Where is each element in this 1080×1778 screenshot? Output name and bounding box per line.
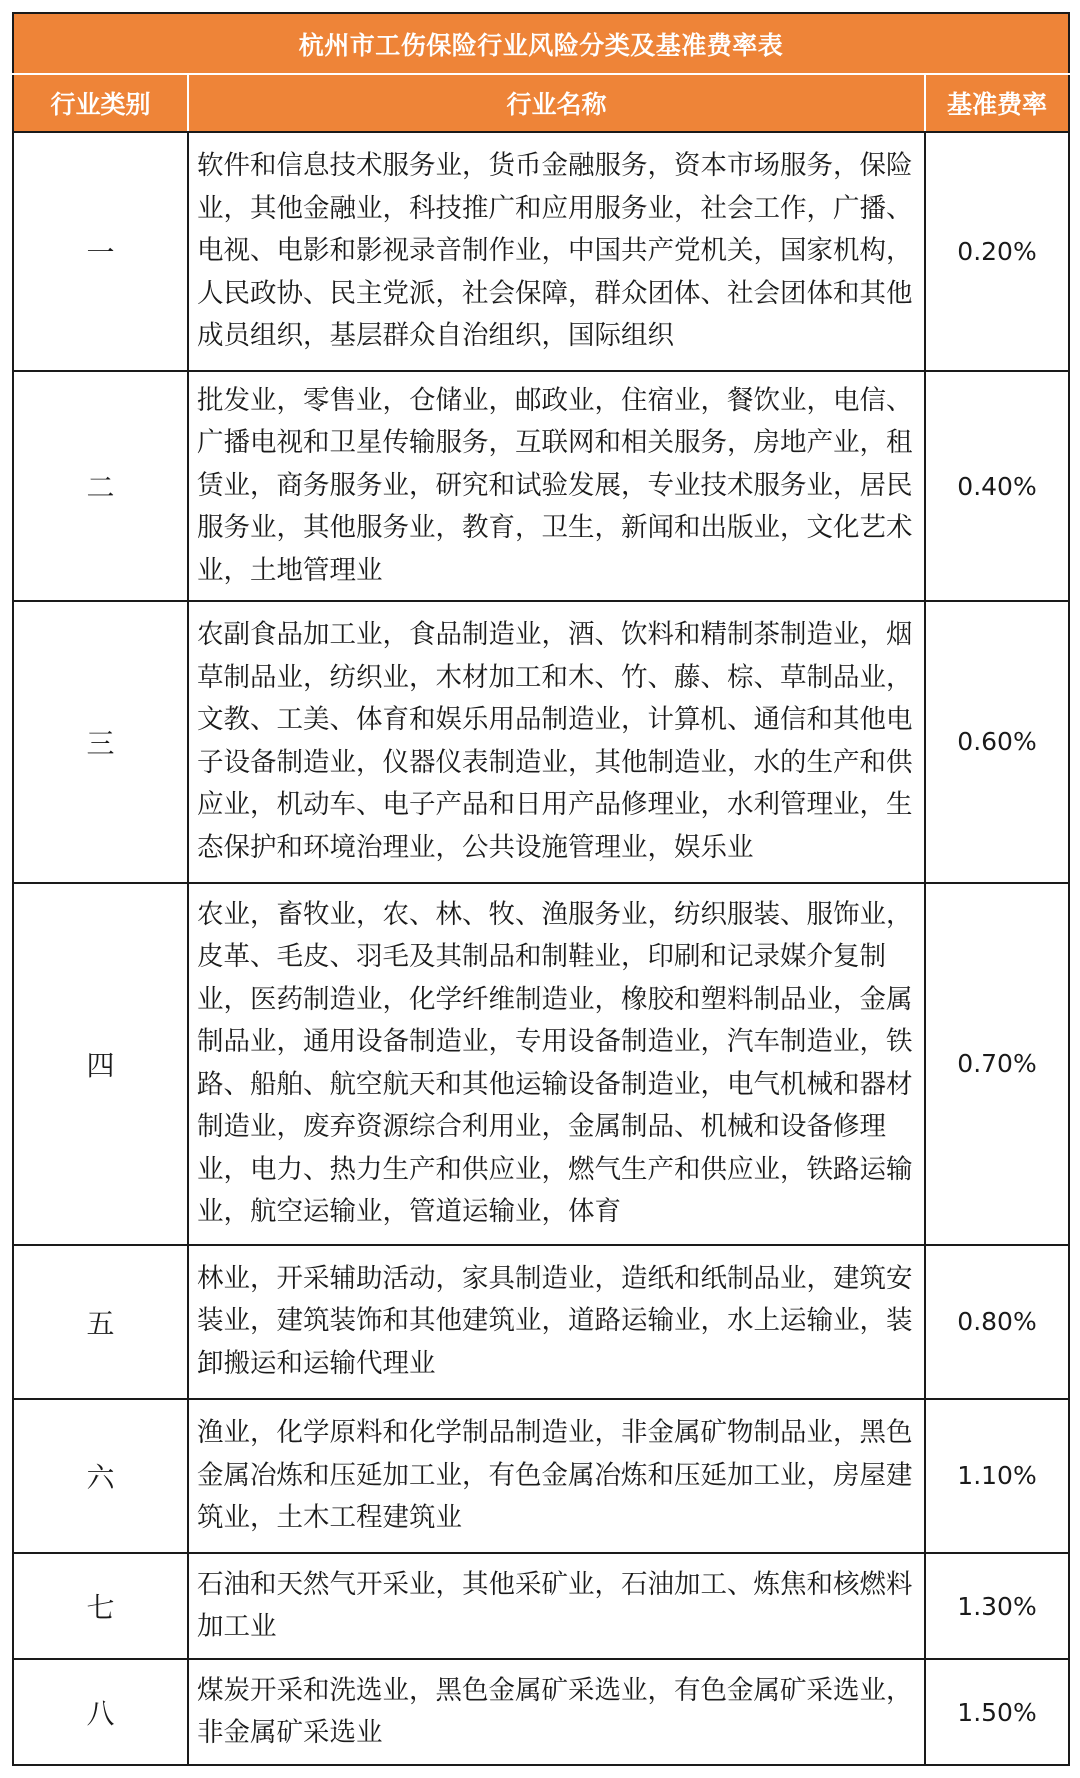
- table-row: [13, 1245, 1069, 1399]
- category-cell: 五: [13, 1245, 188, 1399]
- risk-rate-table: [12, 12, 1070, 1766]
- category-cell: 三: [13, 601, 188, 882]
- rate-cell: 0.80%: [925, 1245, 1069, 1399]
- category-cell: 二: [13, 371, 188, 601]
- rate-table-sheet: [12, 12, 1068, 1766]
- rate-cell: 1.30%: [925, 1553, 1069, 1660]
- industry-name-cell: 渔业，化学原料和化学制品制造业，非金属矿物制品业，黑色金属冶炼和压延加工业，有色金属冶炼和压延加工业，房屋建筑业，土木工程建筑业: [188, 1399, 925, 1553]
- category-cell: 七: [13, 1553, 188, 1660]
- table-row: [13, 371, 1069, 601]
- category-cell: 八: [13, 1659, 188, 1765]
- category-cell: 一: [13, 132, 188, 371]
- table-row: [13, 883, 1069, 1245]
- rate-cell: 0.20%: [925, 132, 1069, 371]
- industry-name-cell: 石油和天然气开采业，其他采矿业，石油加工、炼焦和核燃料加工业: [188, 1553, 925, 1660]
- table-row: [13, 1659, 1069, 1765]
- header-name: 行业名称: [188, 74, 925, 132]
- industry-name-cell: 林业，开采辅助活动，家具制造业，造纸和纸制品业，建筑安装业，建筑装饰和其他建筑业，道路运输业，水上运输业，装卸搬运和运输代理业: [188, 1245, 925, 1399]
- header-row: [13, 74, 1069, 132]
- rate-cell: 0.40%: [925, 371, 1069, 601]
- industry-name-cell: 农业，畜牧业，农、林、牧、渔服务业，纺织服装、服饰业，皮革、毛皮、羽毛及其制品和制鞋业，印刷和记录媒介复制业，医药制造业，化学纤维制造业，橡胶和塑料制品业，金属制品业，通用设备制造业，专用设备制造业，汽车制造业，铁路、船舶、航空航天和其他运输设备制造业，电气机械和器材制造业，废弃资源综合利用业，金属制品、机械和设备修理业，电力、热力生产和供应业，燃气生产和供应业，铁路运输业，航空运输业，管道运输业，体育: [188, 883, 925, 1245]
- industry-name-cell: 软件和信息技术服务业，货币金融服务，资本市场服务，保险业，其他金融业，科技推广和应用服务业，社会工作，广播、电视、电影和影视录音制作业，中国共产党机关，国家机构，人民政协、民主党派，社会保障，群众团体、社会团体和其他成员组织，基层群众自治组织，国际组织: [188, 132, 925, 371]
- industry-name-cell: 煤炭开采和洗选业，黑色金属矿采选业，有色金属矿采选业，非金属矿采选业: [188, 1659, 925, 1765]
- rate-cell: 0.70%: [925, 883, 1069, 1245]
- header-category: 行业类别: [13, 74, 188, 132]
- rate-cell: 1.10%: [925, 1399, 1069, 1553]
- table-row: [13, 132, 1069, 371]
- rate-cell: 1.50%: [925, 1659, 1069, 1765]
- table-row: [13, 1553, 1069, 1660]
- rate-cell: 0.60%: [925, 601, 1069, 882]
- category-cell: 四: [13, 883, 188, 1245]
- category-cell: 六: [13, 1399, 188, 1553]
- table-row: [13, 601, 1069, 882]
- table-row: [13, 1399, 1069, 1553]
- header-rate: 基准费率: [925, 74, 1069, 132]
- table-title: 杭州市工伤保险行业风险分类及基准费率表: [13, 13, 1069, 74]
- title-row: [13, 13, 1069, 74]
- industry-name-cell: 农副食品加工业，食品制造业，酒、饮料和精制茶制造业，烟草制品业，纺织业，木材加工和木、竹、藤、棕、草制品业，文教、工美、体育和娱乐用品制造业，计算机、通信和其他电子设备制造业，仪器仪表制造业，其他制造业，水的生产和供应业，机动车、电子产品和日用产品修理业，水利管理业，生态保护和环境治理业，公共设施管理业，娱乐业: [188, 601, 925, 882]
- industry-name-cell: 批发业，零售业，仓储业，邮政业，住宿业，餐饮业，电信、广播电视和卫星传输服务，互联网和相关服务，房地产业，租赁业，商务服务业，研究和试验发展，专业技术服务业，居民服务业，其他服务业，教育，卫生，新闻和出版业，文化艺术业，土地管理业: [188, 371, 925, 601]
